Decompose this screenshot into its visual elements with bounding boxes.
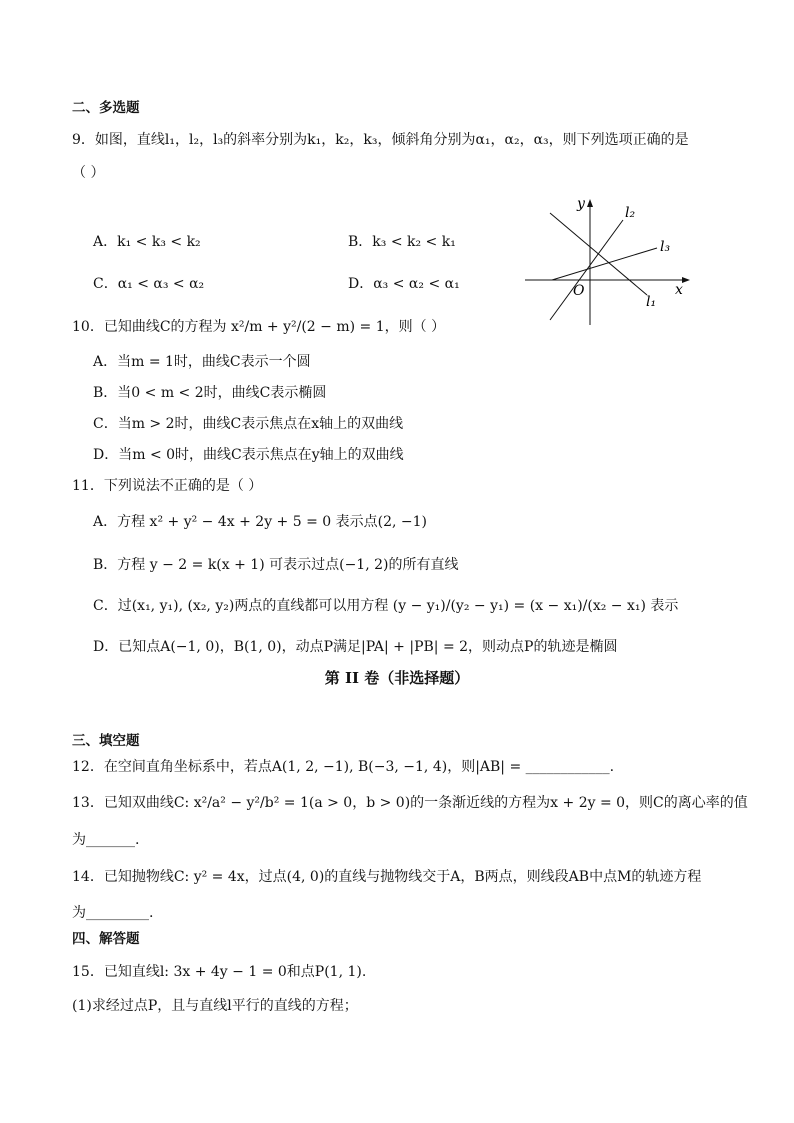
origin-label: O (573, 283, 585, 299)
question-11-option-a: A．方程 x² + y² − 4x + 2y + 5 = 0 表示点(2, −1) (93, 514, 427, 530)
question-9-figure (520, 195, 700, 330)
question-14-line-2: 为_________. (72, 905, 154, 921)
line-l3 (552, 248, 657, 280)
question-15-stem: 15．已知直线l: 3x + 4y − 1 = 0和点P(1, 1). (72, 964, 367, 980)
question-9-paren: （ ） (72, 165, 105, 181)
question-11-option-b: B．方程 y − 2 = k(x + 1) 可表示过点(−1, 2)的所有直线 (93, 557, 459, 573)
question-10-option-a: A．当m = 1时，曲线C表示一个圆 (93, 354, 311, 370)
section-title-multiple-choice: 二、多选题 (72, 100, 140, 116)
section-title-answer: 四、解答题 (72, 931, 140, 947)
question-9-option-b: B．k₃ < k₂ < k₁ (348, 234, 456, 250)
question-15-part-1: (1)求经过点P，且与直线l平行的直线的方程； (72, 998, 358, 1014)
section-title-fill-blank: 三、填空题 (72, 733, 140, 749)
y-axis-label: y (577, 196, 585, 212)
part-2-title: 第 II 卷（非选择题） (324, 669, 470, 687)
question-11-option-c: C．过(x₁, y₁), (x₂, y₂)两点的直线都可以用方程 (y − y₁)/(y₂ − y₁) = (x − x₁)/(x₂ − x₁) 表示 (93, 598, 679, 614)
question-10-stem: 10．已知曲线C的方程为 x²/m + y²/(2 − m) = 1，则（ ） (72, 319, 446, 335)
question-9-option-d: D．α₃ < α₂ < α₁ (348, 276, 460, 292)
l3-label: l₃ (660, 239, 671, 255)
y-axis-arrow (587, 199, 593, 207)
question-9-option-c: C．α₁ < α₃ < α₂ (93, 276, 205, 292)
question-10-option-d: D．当m < 0时，曲线C表示焦点在y轴上的双曲线 (93, 447, 404, 463)
question-9-option-a: A．k₁ < k₃ < k₂ (93, 234, 201, 250)
x-axis-arrow (682, 277, 690, 283)
question-14-line-1: 14．已知抛物线C: y² = 4x，过点(4, 0)的直线与抛物线交于A，B两点，则线段AB中点M的轨迹方程 (72, 869, 702, 885)
question-9-stem: 9．如图，直线l₁，l₂，l₃的斜率分别为k₁，k₂，k₃，倾斜角分别为α₁，α₂，α₃，则下列选项正确的是 (72, 132, 689, 148)
question-13-line-1: 13．已知双曲线C: x²/a² − y²/b² = 1(a > 0，b > 0)的一条渐近线的方程为x + 2y = 0，则C的离心率的值 (72, 795, 748, 811)
question-10-option-b: B．当0 < m < 2时，曲线C表示椭圆 (93, 385, 327, 401)
question-11-stem: 11．下列说法不正确的是（ ） (72, 478, 263, 494)
question-10-option-c: C．当m > 2时，曲线C表示焦点在x轴上的双曲线 (93, 416, 404, 432)
question-12: 12．在空间直角坐标系中，若点A(1, 2, −1), B(−3, −1, 4)，则|AB| = ____________. (72, 759, 615, 775)
l1-label: l₁ (646, 294, 657, 310)
question-11-option-d: D．已知点A(−1, 0)，B(1, 0)，动点P满足|PA| + |PB| = 2，则动点P的轨迹是椭圆 (93, 639, 618, 655)
question-13-line-2: 为_______. (72, 832, 140, 848)
x-axis-label: x (675, 282, 683, 298)
l2-label: l₂ (625, 205, 636, 221)
